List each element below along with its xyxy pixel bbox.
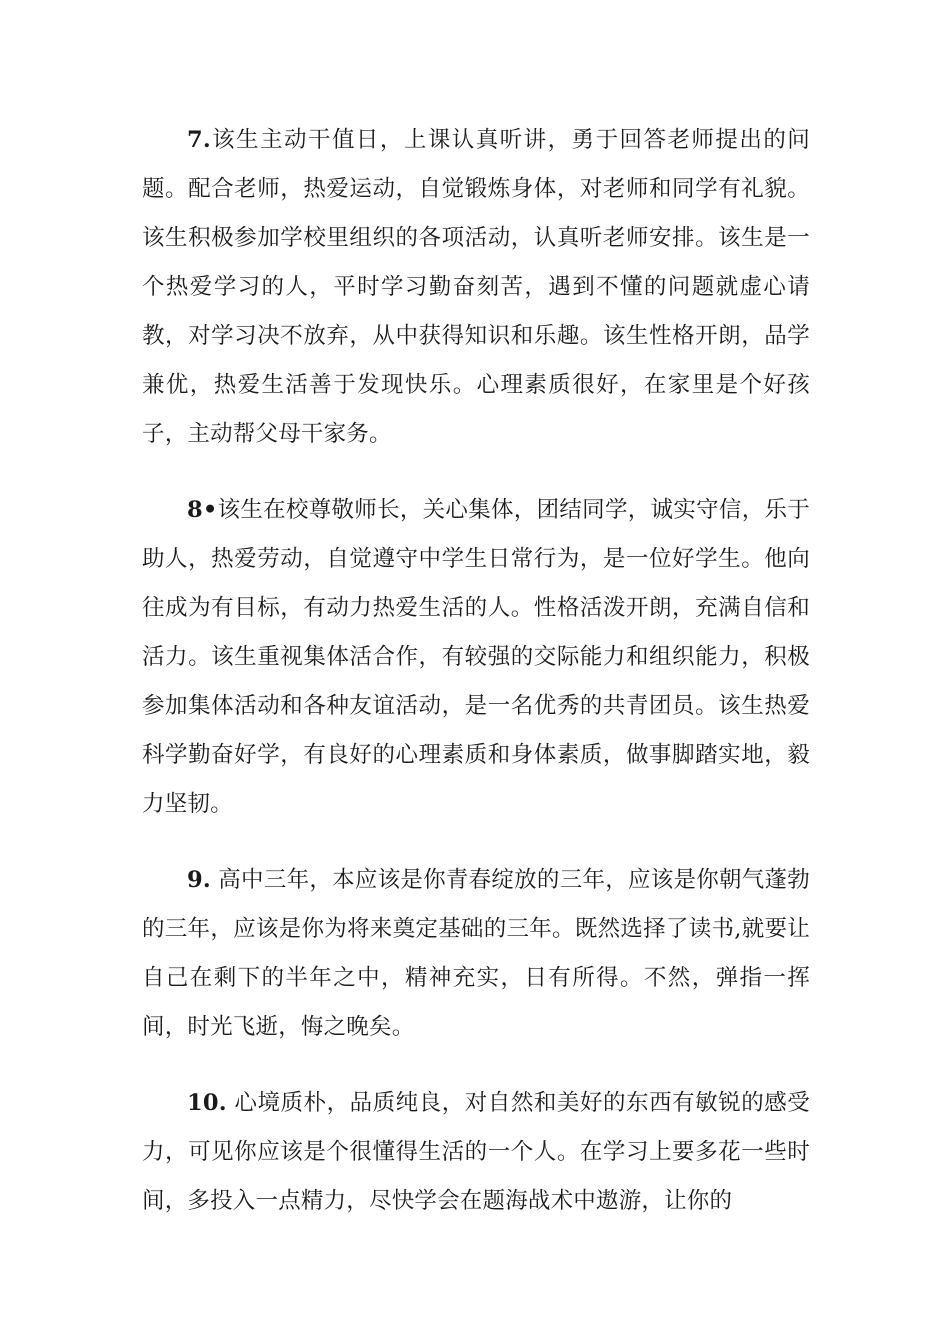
paragraph-7 — [142, 116, 810, 459]
paragraph-text: 该生在校尊敬师长，关心集体，团结同学，诚实守信，乐于助人，热爱劳动，自觉遵守中学生日常行为，是一位好学生。他向往成为有目标，有动力热爱生活的人。性格活泼开朗，充满自信和活力。该生重视集体活合作，有较强的交际能力和组织能力，积极参加集体活动和各种友谊活动，是一名优秀的共青团员。该生热爱科学勤奋好学，有良好的心理素质和身体素质，做事脚踏实地，毅力坚韧。 — [142, 497, 810, 817]
paragraph-8 — [142, 486, 810, 829]
paragraph-number: 9. — [187, 867, 211, 893]
paragraph-text: 心境质朴，品质纯良，对自然和美好的东西有敏锐的感受力，可见你应该是个很懂得生活的一个人。在学习上要多花一些时间，多投入一点精力，尽快学会在题海战术中遨游，让你的 — [142, 1090, 810, 1214]
paragraph-10 — [142, 1079, 810, 1226]
paragraph-number: 7. — [187, 127, 211, 153]
paragraph-text: 高中三年，本应该是你青春绽放的三年，应该是你朝气蓬勃的三年，应该是你为将来奠定基础的三年。既然选择了读书,就要让自己在剩下的半年之中，精神充实，日有所得。不然，弹指一挥间，时光飞逝，悔之晚矣。 — [142, 867, 810, 1040]
paragraph-number: 10. — [187, 1090, 227, 1116]
paragraph-9 — [142, 856, 810, 1052]
paragraph-number: 8• — [187, 497, 218, 523]
paragraph-text: 该生主动干值日，上课认真听讲，勇于回答老师提出的问题。配合老师，热爱运动，自觉锻炼身体，对老师和同学有礼貌。该生积极参加学校里组织的各项活动，认真听老师安排。该生是一个热爱学习的人，平时学习勤奋刻苦，遇到不懂的问题就虚心请教，对学习决不放弃，从中获得知识和乐趣。该生性格开朗，品学兼优，热爱生活善于发现快乐。心理素质很好，在家里是个好孩子，主动帮父母干家务。 — [142, 127, 810, 447]
document-body — [142, 116, 810, 1253]
